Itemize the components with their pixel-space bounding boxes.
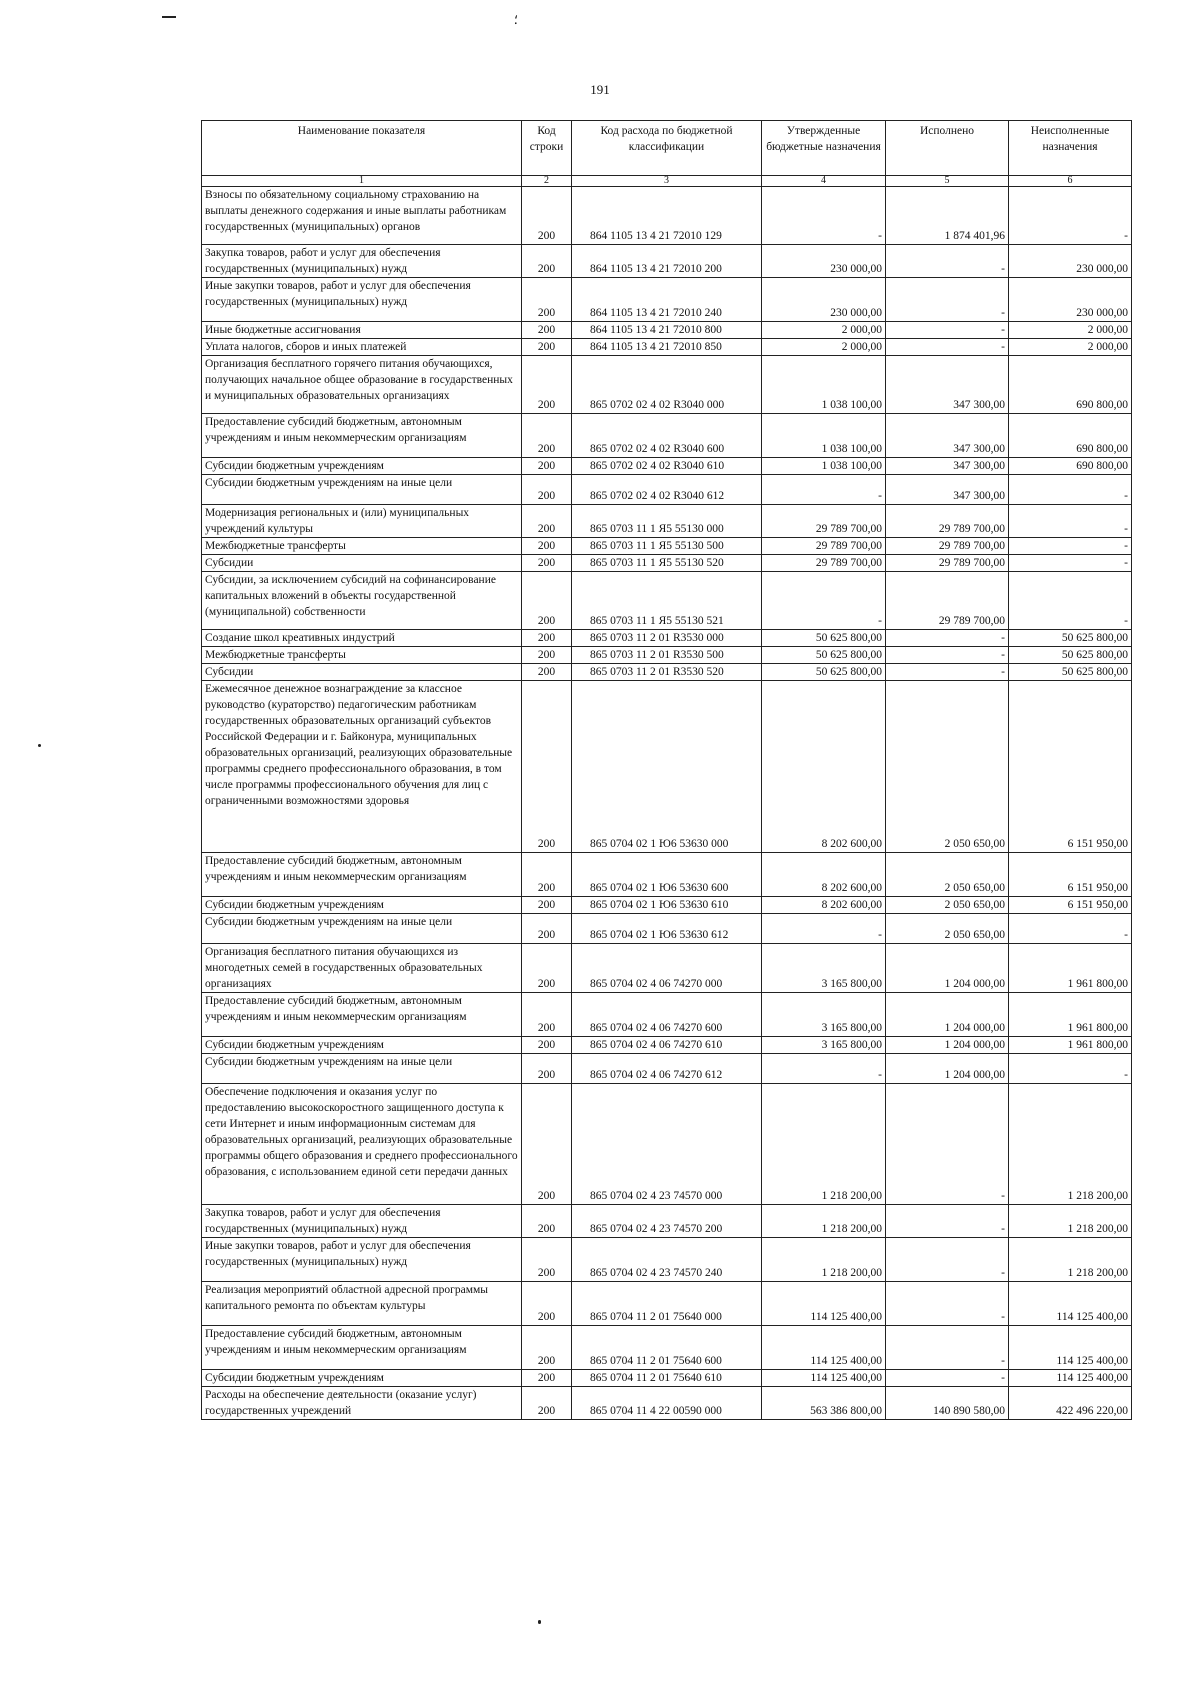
row-kbk: 865 0704 11 4 22 00590 000 — [572, 1387, 762, 1420]
column-number: 5 — [886, 176, 1009, 187]
column-number-row — [202, 176, 1132, 187]
row-line-code: 200 — [522, 853, 572, 897]
row-unexecuted: 1 218 200,00 — [1009, 1084, 1132, 1205]
row-approved: 3 165 800,00 — [762, 944, 886, 993]
row-unexecuted: - — [1009, 914, 1132, 944]
row-approved: 1 038 100,00 — [762, 414, 886, 458]
row-name: Закупка товаров, работ и услуг для обеспечения государственных (муниципальных) нужд — [202, 1205, 522, 1238]
row-approved: 1 038 100,00 — [762, 458, 886, 475]
row-approved: - — [762, 187, 886, 245]
table-row — [202, 1326, 1132, 1370]
row-executed: 29 789 700,00 — [886, 555, 1009, 572]
row-name: Иные закупки товаров, работ и услуг для обеспечения государственных (муниципальных) нужд — [202, 1238, 522, 1282]
table-header-row — [202, 121, 1132, 176]
row-unexecuted: 1 218 200,00 — [1009, 1205, 1132, 1238]
row-name: Субсидии бюджетным учреждениям — [202, 897, 522, 914]
table-row — [202, 630, 1132, 647]
row-executed: - — [886, 1084, 1009, 1205]
table-row — [202, 1282, 1132, 1326]
row-unexecuted: - — [1009, 1054, 1132, 1084]
table-row — [202, 475, 1132, 505]
row-approved: 1 218 200,00 — [762, 1084, 886, 1205]
row-name: Субсидии бюджетным учреждениям на иные цели — [202, 475, 522, 505]
table-row — [202, 356, 1132, 414]
row-kbk: 865 0704 02 1 Ю6 53630 000 — [572, 681, 762, 853]
row-executed: 1 204 000,00 — [886, 944, 1009, 993]
table-row — [202, 414, 1132, 458]
row-line-code: 200 — [522, 356, 572, 414]
row-approved: 50 625 800,00 — [762, 647, 886, 664]
row-kbk: 865 0703 11 1 Я5 55130 500 — [572, 538, 762, 555]
row-approved: 563 386 800,00 — [762, 1387, 886, 1420]
table-row — [202, 647, 1132, 664]
row-approved: 230 000,00 — [762, 278, 886, 322]
row-name: Ежемесячное денежное вознаграждение за классное руководство (кураторство) педагогическим работникам государственных образовательных организаций субъектов Российской Федерации и г. Байконура, муниципальных образовательных организаций, реализующих образовательные программы среднего профессионального образования, в том числе программы профессионального обучения для лиц с ограниченными возможностями здоровья — [202, 681, 522, 853]
row-name: Предоставление субсидий бюджетным, автономным учреждениям и иным некоммерческим организациям — [202, 993, 522, 1037]
row-executed: - — [886, 1282, 1009, 1326]
row-executed: 1 204 000,00 — [886, 1054, 1009, 1084]
row-unexecuted: 230 000,00 — [1009, 245, 1132, 278]
table-row — [202, 993, 1132, 1037]
table-row — [202, 897, 1132, 914]
row-unexecuted: - — [1009, 187, 1132, 245]
row-line-code: 200 — [522, 681, 572, 853]
row-name: Создание школ креативных индустрий — [202, 630, 522, 647]
row-executed: - — [886, 1238, 1009, 1282]
row-unexecuted: - — [1009, 475, 1132, 505]
row-kbk: 865 0703 11 1 Я5 55130 521 — [572, 572, 762, 630]
row-executed: 1 204 000,00 — [886, 993, 1009, 1037]
scan-mark-top: ⸵ — [514, 12, 518, 27]
row-approved: - — [762, 1054, 886, 1084]
header-kbk: Код расхода по бюджетной классификации — [572, 121, 762, 176]
row-line-code: 200 — [522, 475, 572, 505]
row-line-code: 200 — [522, 278, 572, 322]
row-name: Обеспечение подключения и оказания услуг по предоставлению высокоскоростного защищенного доступа к сети Интернет и иным информационным системам для образовательных организаций, реализующих образовательные программы общего образования и среднего профессионального образования, с использованием единой сети передачи данных — [202, 1084, 522, 1205]
row-approved: 29 789 700,00 — [762, 505, 886, 538]
row-approved: 29 789 700,00 — [762, 555, 886, 572]
row-approved: 8 202 600,00 — [762, 681, 886, 853]
row-unexecuted: 230 000,00 — [1009, 278, 1132, 322]
row-kbk: 865 0703 11 1 Я5 55130 520 — [572, 555, 762, 572]
row-executed: 29 789 700,00 — [886, 538, 1009, 555]
row-kbk: 865 0702 02 4 02 R3040 000 — [572, 356, 762, 414]
row-executed: 29 789 700,00 — [886, 505, 1009, 538]
row-executed: 2 050 650,00 — [886, 681, 1009, 853]
table-row — [202, 853, 1132, 897]
table-row — [202, 458, 1132, 475]
row-unexecuted: 1 218 200,00 — [1009, 1238, 1132, 1282]
row-unexecuted: 422 496 220,00 — [1009, 1387, 1132, 1420]
row-kbk: 864 1105 13 4 21 72010 129 — [572, 187, 762, 245]
row-kbk: 865 0703 11 2 01 R3530 500 — [572, 647, 762, 664]
row-unexecuted: 114 125 400,00 — [1009, 1326, 1132, 1370]
row-kbk: 864 1105 13 4 21 72010 200 — [572, 245, 762, 278]
row-executed: - — [886, 339, 1009, 356]
row-executed: - — [886, 664, 1009, 681]
table-row — [202, 1387, 1132, 1420]
row-name: Иные закупки товаров, работ и услуг для обеспечения государственных (муниципальных) нужд — [202, 278, 522, 322]
row-unexecuted: 50 625 800,00 — [1009, 630, 1132, 647]
column-number: 1 — [202, 176, 522, 187]
row-approved: 8 202 600,00 — [762, 897, 886, 914]
row-kbk: 865 0704 02 1 Ю6 53630 612 — [572, 914, 762, 944]
table-row — [202, 538, 1132, 555]
row-kbk: 865 0704 02 4 06 74270 612 — [572, 1054, 762, 1084]
row-name: Модернизация региональных и (или) муниципальных учреждений культуры — [202, 505, 522, 538]
table-row — [202, 278, 1132, 322]
row-line-code: 200 — [522, 1205, 572, 1238]
row-unexecuted: 2 000,00 — [1009, 322, 1132, 339]
scan-dot-bottom — [538, 1620, 541, 1624]
row-approved: - — [762, 914, 886, 944]
row-executed: - — [886, 278, 1009, 322]
row-unexecuted: 1 961 800,00 — [1009, 1037, 1132, 1054]
table-row — [202, 1084, 1132, 1205]
row-name: Взносы по обязательному социальному страхованию на выплаты денежного содержания и иные выплаты работникам государственных (муниципальных) органов — [202, 187, 522, 245]
row-name: Уплата налогов, сборов и иных платежей — [202, 339, 522, 356]
row-unexecuted: 114 125 400,00 — [1009, 1370, 1132, 1387]
row-line-code: 200 — [522, 1238, 572, 1282]
scan-dot-left — [38, 744, 41, 747]
row-kbk: 865 0704 02 4 23 74570 240 — [572, 1238, 762, 1282]
row-executed: - — [886, 322, 1009, 339]
row-name: Закупка товаров, работ и услуг для обеспечения государственных (муниципальных) нужд — [202, 245, 522, 278]
row-approved: 1 218 200,00 — [762, 1205, 886, 1238]
table-row — [202, 1205, 1132, 1238]
row-line-code: 200 — [522, 630, 572, 647]
row-unexecuted: - — [1009, 572, 1132, 630]
row-name: Организация бесплатного горячего питания обучающихся, получающих начальное общее образование в государственных и муниципальных образовательных организациях — [202, 356, 522, 414]
row-unexecuted: - — [1009, 555, 1132, 572]
row-unexecuted: 6 151 950,00 — [1009, 897, 1132, 914]
row-line-code: 200 — [522, 555, 572, 572]
row-line-code: 200 — [522, 414, 572, 458]
row-executed: 347 300,00 — [886, 414, 1009, 458]
row-executed: 1 874 401,96 — [886, 187, 1009, 245]
row-name: Субсидии бюджетным учреждениям — [202, 1037, 522, 1054]
row-unexecuted: - — [1009, 505, 1132, 538]
row-name: Межбюджетные трансферты — [202, 538, 522, 555]
row-executed: - — [886, 630, 1009, 647]
table-row — [202, 505, 1132, 538]
row-kbk: 864 1105 13 4 21 72010 240 — [572, 278, 762, 322]
row-name: Организация бесплатного питания обучающихся из многодетных семей в государственных образовательных организациях — [202, 944, 522, 993]
row-line-code: 200 — [522, 572, 572, 630]
row-line-code: 200 — [522, 647, 572, 664]
table-row — [202, 944, 1132, 993]
column-number: 2 — [522, 176, 572, 187]
row-line-code: 200 — [522, 505, 572, 538]
row-name: Субсидии, за исключением субсидий на софинансирование капитальных вложений в объекты государственной (муниципальной) собственности — [202, 572, 522, 630]
row-approved: 1 038 100,00 — [762, 356, 886, 414]
row-name: Субсидии бюджетным учреждениям — [202, 458, 522, 475]
row-kbk: 865 0704 11 2 01 75640 600 — [572, 1326, 762, 1370]
row-approved: 29 789 700,00 — [762, 538, 886, 555]
row-kbk: 865 0702 02 4 02 R3040 610 — [572, 458, 762, 475]
row-line-code: 200 — [522, 1370, 572, 1387]
row-unexecuted: 690 800,00 — [1009, 414, 1132, 458]
table-row — [202, 322, 1132, 339]
row-line-code: 200 — [522, 339, 572, 356]
row-kbk: 865 0702 02 4 02 R3040 612 — [572, 475, 762, 505]
table-body — [202, 187, 1132, 1420]
row-unexecuted: 1 961 800,00 — [1009, 944, 1132, 993]
row-executed: - — [886, 1205, 1009, 1238]
row-approved: 2 000,00 — [762, 339, 886, 356]
row-executed: 140 890 580,00 — [886, 1387, 1009, 1420]
row-name: Предоставление субсидий бюджетным, автономным учреждениям и иным некоммерческим организациям — [202, 414, 522, 458]
column-number: 3 — [572, 176, 762, 187]
column-number: 6 — [1009, 176, 1132, 187]
row-line-code: 200 — [522, 944, 572, 993]
table-row — [202, 914, 1132, 944]
table-row — [202, 339, 1132, 356]
row-executed: 29 789 700,00 — [886, 572, 1009, 630]
row-kbk: 865 0704 11 2 01 75640 610 — [572, 1370, 762, 1387]
row-name: Расходы на обеспечение деятельности (оказание услуг) государственных учреждений — [202, 1387, 522, 1420]
row-kbk: 865 0703 11 1 Я5 55130 000 — [572, 505, 762, 538]
header-executed: Исполнено — [886, 121, 1009, 176]
row-approved: 3 165 800,00 — [762, 1037, 886, 1054]
row-line-code: 200 — [522, 664, 572, 681]
row-unexecuted: 50 625 800,00 — [1009, 647, 1132, 664]
row-unexecuted: 690 800,00 — [1009, 356, 1132, 414]
row-kbk: 865 0704 11 2 01 75640 000 — [572, 1282, 762, 1326]
row-kbk: 865 0704 02 1 Ю6 53630 610 — [572, 897, 762, 914]
row-kbk: 865 0704 02 4 06 74270 600 — [572, 993, 762, 1037]
header-approved: Утвержденные бюджетные назначения — [762, 121, 886, 176]
table-row — [202, 1054, 1132, 1084]
row-approved: 3 165 800,00 — [762, 993, 886, 1037]
scan-mark-dash — [162, 16, 176, 18]
table-row — [202, 1370, 1132, 1387]
table-row — [202, 187, 1132, 245]
row-approved: 114 125 400,00 — [762, 1370, 886, 1387]
row-name: Субсидии бюджетным учреждениям — [202, 1370, 522, 1387]
row-approved: 1 218 200,00 — [762, 1238, 886, 1282]
row-approved: 114 125 400,00 — [762, 1282, 886, 1326]
row-unexecuted: 2 000,00 — [1009, 339, 1132, 356]
row-approved: 2 000,00 — [762, 322, 886, 339]
row-kbk: 865 0704 02 4 23 74570 200 — [572, 1205, 762, 1238]
row-executed: - — [886, 1370, 1009, 1387]
row-line-code: 200 — [522, 914, 572, 944]
row-name: Предоставление субсидий бюджетным, автономным учреждениям и иным некоммерческим организациям — [202, 1326, 522, 1370]
row-line-code: 200 — [522, 1326, 572, 1370]
row-kbk: 865 0704 02 4 06 74270 610 — [572, 1037, 762, 1054]
row-approved: 50 625 800,00 — [762, 664, 886, 681]
row-name: Субсидии бюджетным учреждениям на иные цели — [202, 914, 522, 944]
row-unexecuted: 50 625 800,00 — [1009, 664, 1132, 681]
page-number: 191 — [590, 82, 610, 97]
row-name: Предоставление субсидий бюджетным, автономным учреждениям и иным некоммерческим организациям — [202, 853, 522, 897]
row-kbk: 865 0703 11 2 01 R3530 000 — [572, 630, 762, 647]
row-executed: 2 050 650,00 — [886, 897, 1009, 914]
row-line-code: 200 — [522, 187, 572, 245]
row-line-code: 200 — [522, 897, 572, 914]
row-executed: 347 300,00 — [886, 356, 1009, 414]
table-row — [202, 555, 1132, 572]
table-row — [202, 1037, 1132, 1054]
header-unexecuted: Неисполненные назначения — [1009, 121, 1132, 176]
table-row — [202, 664, 1132, 681]
row-line-code: 200 — [522, 322, 572, 339]
row-name: Субсидии — [202, 555, 522, 572]
column-number: 4 — [762, 176, 886, 187]
row-unexecuted: 6 151 950,00 — [1009, 681, 1132, 853]
row-executed: 347 300,00 — [886, 475, 1009, 505]
row-line-code: 200 — [522, 1282, 572, 1326]
row-kbk: 865 0704 02 4 06 74270 000 — [572, 944, 762, 993]
row-kbk: 865 0704 02 1 Ю6 53630 600 — [572, 853, 762, 897]
row-executed: - — [886, 245, 1009, 278]
row-approved: - — [762, 572, 886, 630]
row-approved: 230 000,00 — [762, 245, 886, 278]
row-unexecuted: 690 800,00 — [1009, 458, 1132, 475]
budget-execution-table — [201, 120, 1132, 1420]
row-unexecuted: - — [1009, 538, 1132, 555]
row-line-code: 200 — [522, 245, 572, 278]
row-name: Субсидии бюджетным учреждениям на иные цели — [202, 1054, 522, 1084]
row-name: Межбюджетные трансферты — [202, 647, 522, 664]
table-row — [202, 681, 1132, 853]
row-kbk: 864 1105 13 4 21 72010 850 — [572, 339, 762, 356]
row-kbk: 865 0702 02 4 02 R3040 600 — [572, 414, 762, 458]
header-line-code: Код строки — [522, 121, 572, 176]
header-name: Наименование показателя — [202, 121, 522, 176]
table-row — [202, 245, 1132, 278]
row-kbk: 865 0704 02 4 23 74570 000 — [572, 1084, 762, 1205]
row-executed: 1 204 000,00 — [886, 1037, 1009, 1054]
row-executed: 2 050 650,00 — [886, 853, 1009, 897]
row-line-code: 200 — [522, 1054, 572, 1084]
row-unexecuted: 6 151 950,00 — [1009, 853, 1132, 897]
row-approved: 8 202 600,00 — [762, 853, 886, 897]
row-line-code: 200 — [522, 538, 572, 555]
row-approved: - — [762, 475, 886, 505]
row-line-code: 200 — [522, 993, 572, 1037]
row-line-code: 200 — [522, 458, 572, 475]
row-line-code: 200 — [522, 1387, 572, 1420]
row-unexecuted: 1 961 800,00 — [1009, 993, 1132, 1037]
row-unexecuted: 114 125 400,00 — [1009, 1282, 1132, 1326]
row-name: Субсидии — [202, 664, 522, 681]
row-line-code: 200 — [522, 1084, 572, 1205]
row-approved: 50 625 800,00 — [762, 630, 886, 647]
row-name: Иные бюджетные ассигнования — [202, 322, 522, 339]
row-name: Реализация мероприятий областной адресной программы капитального ремонта по объектам культуры — [202, 1282, 522, 1326]
row-kbk: 864 1105 13 4 21 72010 800 — [572, 322, 762, 339]
row-line-code: 200 — [522, 1037, 572, 1054]
row-executed: - — [886, 647, 1009, 664]
row-kbk: 865 0703 11 2 01 R3530 520 — [572, 664, 762, 681]
row-executed: 2 050 650,00 — [886, 914, 1009, 944]
table-row — [202, 572, 1132, 630]
row-executed: 347 300,00 — [886, 458, 1009, 475]
table-row — [202, 1238, 1132, 1282]
row-executed: - — [886, 1326, 1009, 1370]
row-approved: 114 125 400,00 — [762, 1326, 886, 1370]
